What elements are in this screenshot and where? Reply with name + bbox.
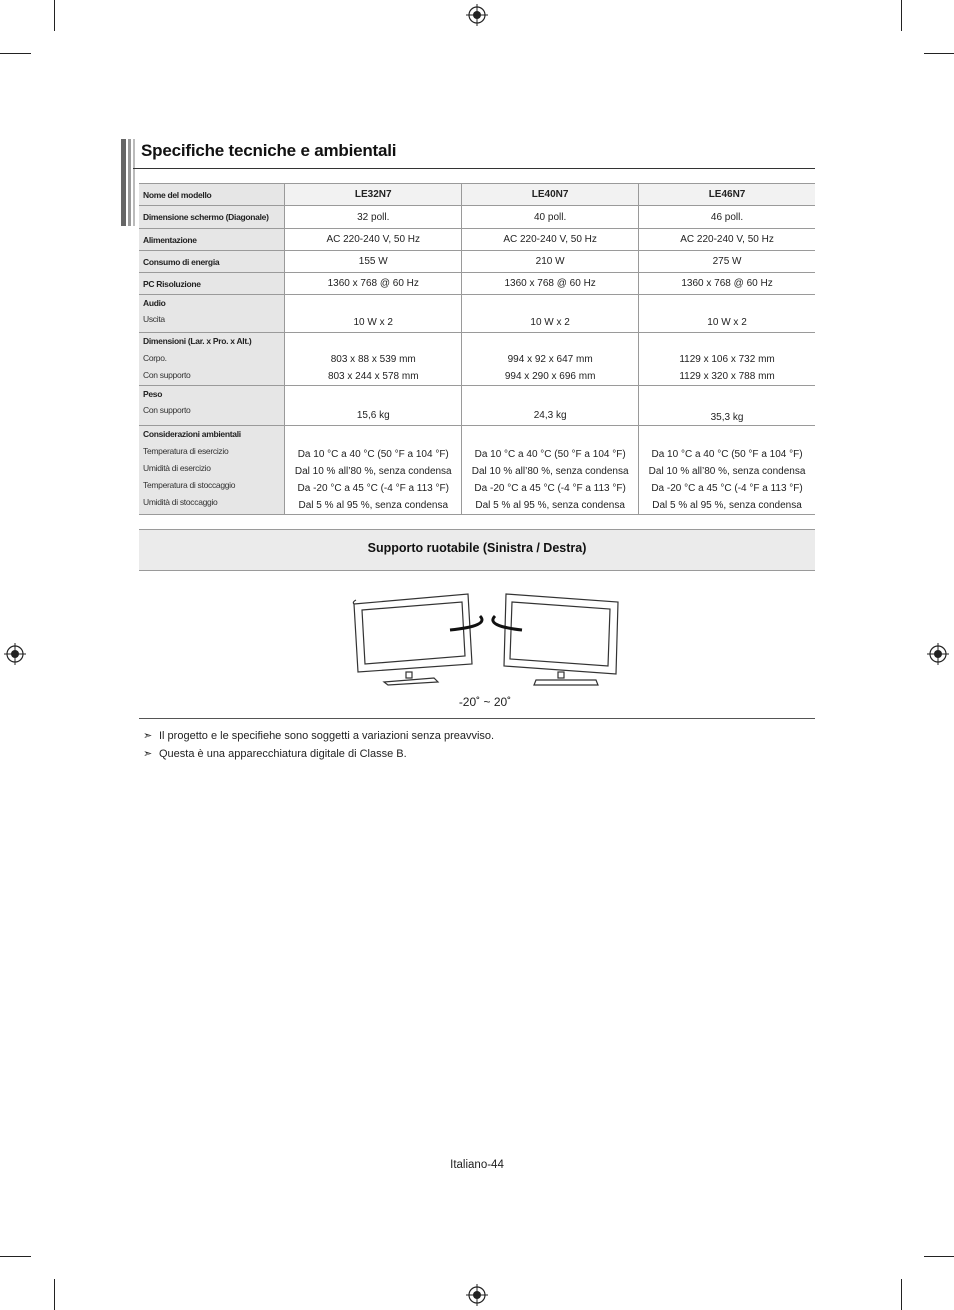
table-cell: 46 poll. <box>639 206 815 229</box>
page-number: Italiano-44 <box>450 1159 504 1171</box>
table-cell: 275 W <box>639 251 815 273</box>
table-row <box>139 386 815 426</box>
table-cell: 210 W <box>462 251 639 273</box>
crop-mark <box>924 1256 954 1257</box>
table-row <box>139 426 815 515</box>
crop-mark <box>901 0 902 31</box>
table-cell: 24,3 kg <box>462 386 639 426</box>
table-cell: 1129 x 106 x 732 mm 1129 x 320 x 788 mm <box>639 333 815 386</box>
title-divider <box>133 168 815 169</box>
table-cell: 35,3 kg <box>639 386 815 426</box>
table-row <box>139 251 815 273</box>
table-cell: 803 x 88 x 539 mm 803 x 244 x 578 mm <box>285 333 462 386</box>
swivel-title: Supporto ruotabile (Sinistra / Destra) <box>367 541 587 555</box>
swivel-tv-illustration <box>350 590 625 686</box>
crop-mark <box>0 53 31 54</box>
registration-mark-icon <box>466 1284 488 1306</box>
table-cell: AC 220-240 V, 50 Hz <box>462 229 639 251</box>
table-row <box>139 273 815 295</box>
model-name: LE40N7 <box>462 184 639 206</box>
table-row <box>139 206 815 229</box>
table-header-row <box>139 184 815 206</box>
model-name: LE32N7 <box>285 184 462 206</box>
note-arrow-icon: ➣ <box>143 730 153 742</box>
table-cell: 1360 x 768 @ 60 Hz <box>639 273 815 295</box>
table-cell: 40 poll. <box>462 206 639 229</box>
row-label: Dimensioni (Lar. x Pro. x Alt.) Corpo. Con supporto <box>139 333 285 386</box>
table-row <box>139 333 815 386</box>
table-cell: 994 x 92 x 647 mm 994 x 290 x 696 mm <box>462 333 639 386</box>
table-cell: 1360 x 768 @ 60 Hz <box>285 273 462 295</box>
table-cell: 15,6 kg <box>285 386 462 426</box>
row-label: PC Risoluzione <box>139 273 285 295</box>
table-cell: Da 10 °C a 40 °C (50 °F a 104 °F) Dal 10 % all’80 %, senza condensa Da -20 °C a 45 °C (-4 °F a 113 °F) Dal 5 % al 95 %, senza condensa <box>285 426 462 515</box>
section-divider <box>139 718 815 719</box>
crop-mark <box>0 1256 31 1257</box>
swivel-section-header <box>139 529 815 571</box>
crop-mark <box>54 1279 55 1310</box>
spec-table <box>139 183 815 515</box>
crop-mark <box>901 1279 902 1310</box>
table-cell: AC 220-240 V, 50 Hz <box>639 229 815 251</box>
swivel-angle: -20˚ ~ 20˚ <box>458 695 512 709</box>
crop-mark <box>54 0 55 31</box>
note-item: ➣ Questa è una apparecchiatura digitale di Classe B. <box>143 748 407 760</box>
table-cell: 10 W x 2 <box>639 295 815 333</box>
table-cell: 1360 x 768 @ 60 Hz <box>462 273 639 295</box>
table-row <box>139 295 815 333</box>
table-cell: 32 poll. <box>285 206 462 229</box>
table-cell: AC 220-240 V, 50 Hz <box>285 229 462 251</box>
row-label: Alimentazione <box>139 229 285 251</box>
table-cell: 10 W x 2 <box>285 295 462 333</box>
table-cell: Da 10 °C a 40 °C (50 °F a 104 °F) Dal 10 % all’80 %, senza condensa Da -20 °C a 45 °C (-4 °F a 113 °F) Dal 5 % al 95 %, senza condensa <box>639 426 815 515</box>
model-name: LE46N7 <box>639 184 815 206</box>
crop-mark <box>924 53 954 54</box>
table-cell: Da 10 °C a 40 °C (50 °F a 104 °F) Dal 10 % all’80 %, senza condensa Da -20 °C a 45 °C (-4 °F a 113 °F) Dal 5 % al 95 %, senza condensa <box>462 426 639 515</box>
table-cell: 155 W <box>285 251 462 273</box>
table-row <box>139 229 815 251</box>
row-label: Consumo di energia <box>139 251 285 273</box>
row-label: Considerazioni ambientali Temperatura di esercizio Umidità di esercizio Temperatura di stoccaggio Umidità di stoccaggio <box>139 426 285 515</box>
row-label: Peso Con supporto <box>139 386 285 426</box>
row-label: Audio Uscita <box>139 295 285 333</box>
header-label: Nome del modello <box>139 184 285 206</box>
registration-mark-icon <box>927 643 949 665</box>
row-label: Dimensione schermo (Diagonale) <box>139 206 285 229</box>
registration-mark-icon <box>4 643 26 665</box>
table-cell: 10 W x 2 <box>462 295 639 333</box>
page-title: Specifiche tecniche e ambientali <box>141 141 397 160</box>
registration-mark-icon <box>466 4 488 26</box>
note-arrow-icon: ➣ <box>143 748 153 760</box>
note-item: ➣ Il progetto e le specifiehe sono soggetti a variazioni senza preavviso. <box>143 730 495 742</box>
